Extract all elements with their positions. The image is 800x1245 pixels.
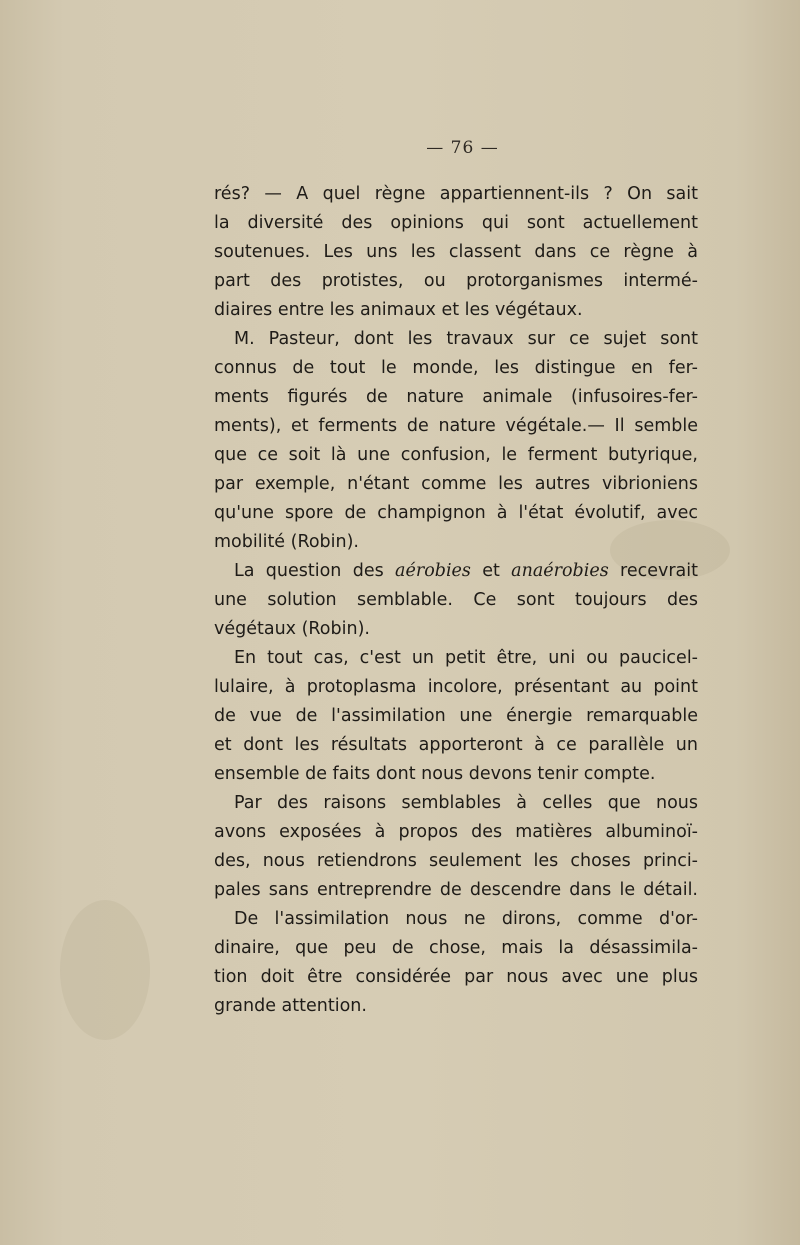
text-line: pales sans entreprendre de descendre dans le détail.: [214, 880, 698, 900]
text-line: qu'une spore de champignon à l'état évolutif, avec: [214, 503, 698, 523]
text-line: De l'assimilation nous ne dirons, comme d'or-: [234, 909, 698, 929]
text-line: En tout cas, c'est un petit être, uni ou paucicel-: [234, 648, 698, 668]
text-line: avons exposées à propos des matières albuminoï-: [214, 822, 698, 842]
italic-term-aerobies: aérobies: [395, 561, 471, 581]
text-line: connus de tout le monde, les distingue en fer-: [214, 358, 698, 378]
text-line: dinaire, que peu de chose, mais la désassimila-: [214, 938, 698, 958]
body-text: [214, 180, 698, 1021]
text-line: diaires entre les animaux et les végétaux.: [214, 300, 583, 320]
text-line: rés? — A quel règne appartiennent-ils ? On sait: [214, 184, 698, 204]
text-line: ments figurés de nature animale (infusoires-fer-: [214, 387, 698, 407]
text-line: grande attention.: [214, 996, 367, 1016]
text-line: que ce soit là une confusion, le ferment butyrique,: [214, 445, 698, 465]
text-line: mobilité (Robin).: [214, 532, 359, 552]
text-line: soutenues. Les uns les classent dans ce règne à: [214, 242, 698, 262]
italic-term-anaerobies: anaérobies: [511, 561, 609, 581]
text-line: et dont les résultats apporteront à ce parallèle un: [214, 735, 698, 755]
text-segment: recevrait: [608, 561, 698, 581]
text-line: la diversité des opinions qui sont actuellement: [214, 213, 698, 233]
text-line: ments), et ferments de nature végétale.— Il semble: [214, 416, 698, 436]
text-segment: et: [470, 561, 512, 581]
text-line: une solution semblable. Ce sont toujours des: [214, 590, 698, 610]
text-line: par exemple, n'étant comme les autres vibrioniens: [214, 474, 698, 494]
text-line: Par des raisons semblables à celles que nous: [234, 793, 698, 813]
text-line: lulaire, à protoplasma incolore, présentant au point: [214, 677, 698, 697]
text-line: [214, 557, 698, 586]
text-line: tion doit être considérée par nous avec une plus: [214, 967, 698, 987]
text-line: des, nous retiendrons seulement les choses princi-: [214, 851, 698, 871]
text-line: ensemble de faits dont nous devons tenir compte.: [214, 764, 656, 784]
text-line: M. Pasteur, dont les travaux sur ce sujet sont: [234, 329, 698, 349]
text-line: part des protistes, ou protorganismes intermé-: [214, 271, 698, 291]
page-number: — 76 —: [426, 138, 499, 158]
text-segment: La question des: [234, 561, 396, 581]
text-line: végétaux (Robin).: [214, 619, 370, 639]
paper-stain: [60, 900, 150, 1040]
text-line: de vue de l'assimilation une énergie remarquable: [214, 706, 698, 726]
